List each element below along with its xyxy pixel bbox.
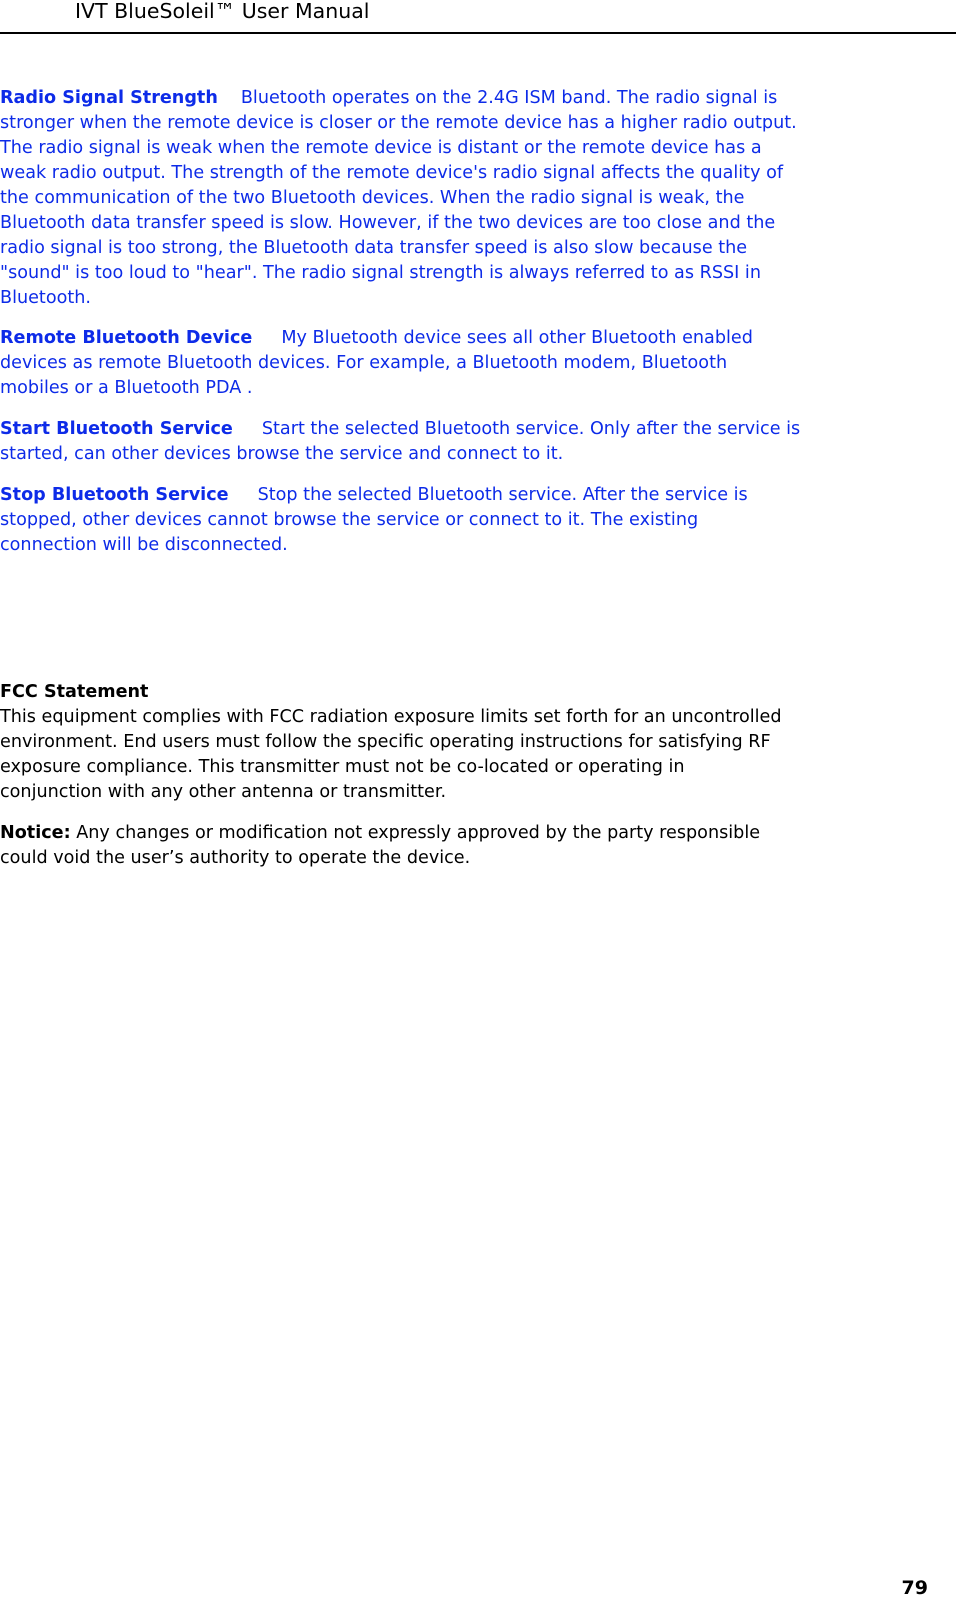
definition-text-line: "sound" is too loud to "hear". The radio signal strength is always referred to as RSSI in: [0, 263, 761, 283]
notice-paragraph: [0, 821, 760, 871]
definition-text-line: Start the selected Bluetooth service. Only after the service is: [261, 419, 801, 439]
definition-text-line: the communication of the two Bluetooth devices. When the radio signal is weak, the: [0, 188, 745, 208]
definition-text-line: weak radio output. The strength of the remote device's radio signal affects the quality of: [0, 163, 784, 183]
notice-text-line: could void the user’s authority to operate the device.: [0, 848, 471, 868]
definition-text-line: My Bluetooth device sees all other Bluetooth enabled: [281, 328, 753, 348]
fcc-text-line: conjunction with any other antenna or transmitter.: [0, 782, 447, 802]
definition-start-bluetooth-service: [0, 417, 800, 467]
definition-term: Stop Bluetooth Service: [0, 485, 229, 505]
definition-text-line: Bluetooth operates on the 2.4G ISM band. The radio signal is: [240, 88, 778, 108]
definition-term: Remote Bluetooth Device: [0, 328, 253, 348]
definition-text-line: Bluetooth.: [0, 288, 92, 308]
fcc-text-line: environment. End users must follow the specific operating instructions for satisfying RF: [0, 732, 771, 752]
fcc-text-line: exposure compliance. This transmitter must not be co-located or operating in: [0, 757, 685, 777]
definition-term: Start Bluetooth Service: [0, 419, 233, 439]
definition-text-line: radio signal is too strong, the Bluetooth data transfer speed is also slow because the: [0, 238, 748, 258]
definition-term: Radio Signal Strength: [0, 88, 218, 108]
definition-text-line: stopped, other devices cannot browse the service or connect to it. The existing: [0, 510, 699, 530]
definition-remote-bluetooth-device: [0, 326, 753, 401]
definition-text-line: stronger when the remote device is closer or the remote device has a higher radio output.: [0, 113, 797, 133]
definition-radio-signal-strength: [0, 86, 797, 311]
definition-text-line: Bluetooth data transfer speed is slow. However, if the two devices are too close and the: [0, 213, 776, 233]
notice-text-line: Any changes or modification not expressly approved by the party responsible: [70, 823, 761, 843]
page-header: [0, 0, 956, 34]
definition-text-line: devices as remote Bluetooth devices. For example, a Bluetooth modem, Bluetooth: [0, 353, 728, 373]
definition-text-line: The radio signal is weak when the remote device is distant or the remote device has a: [0, 138, 762, 158]
definition-text-line: mobiles or a Bluetooth PDA .: [0, 378, 253, 398]
definition-text-line: Stop the selected Bluetooth service. After the service is: [257, 485, 748, 505]
notice-label: Notice:: [0, 823, 71, 843]
definition-text-line: started, can other devices browse the service and connect to it.: [0, 444, 564, 464]
page-number: 79: [901, 1577, 928, 1599]
fcc-statement-title: FCC Statement: [0, 682, 149, 702]
definition-text-line: connection will be disconnected.: [0, 535, 288, 555]
definition-stop-bluetooth-service: [0, 483, 748, 558]
manual-title: IVT BlueSoleil™ User Manual: [75, 0, 370, 23]
fcc-statement: [0, 680, 782, 805]
fcc-text-line: This equipment complies with FCC radiation exposure limits set forth for an uncontrolled: [0, 707, 782, 727]
